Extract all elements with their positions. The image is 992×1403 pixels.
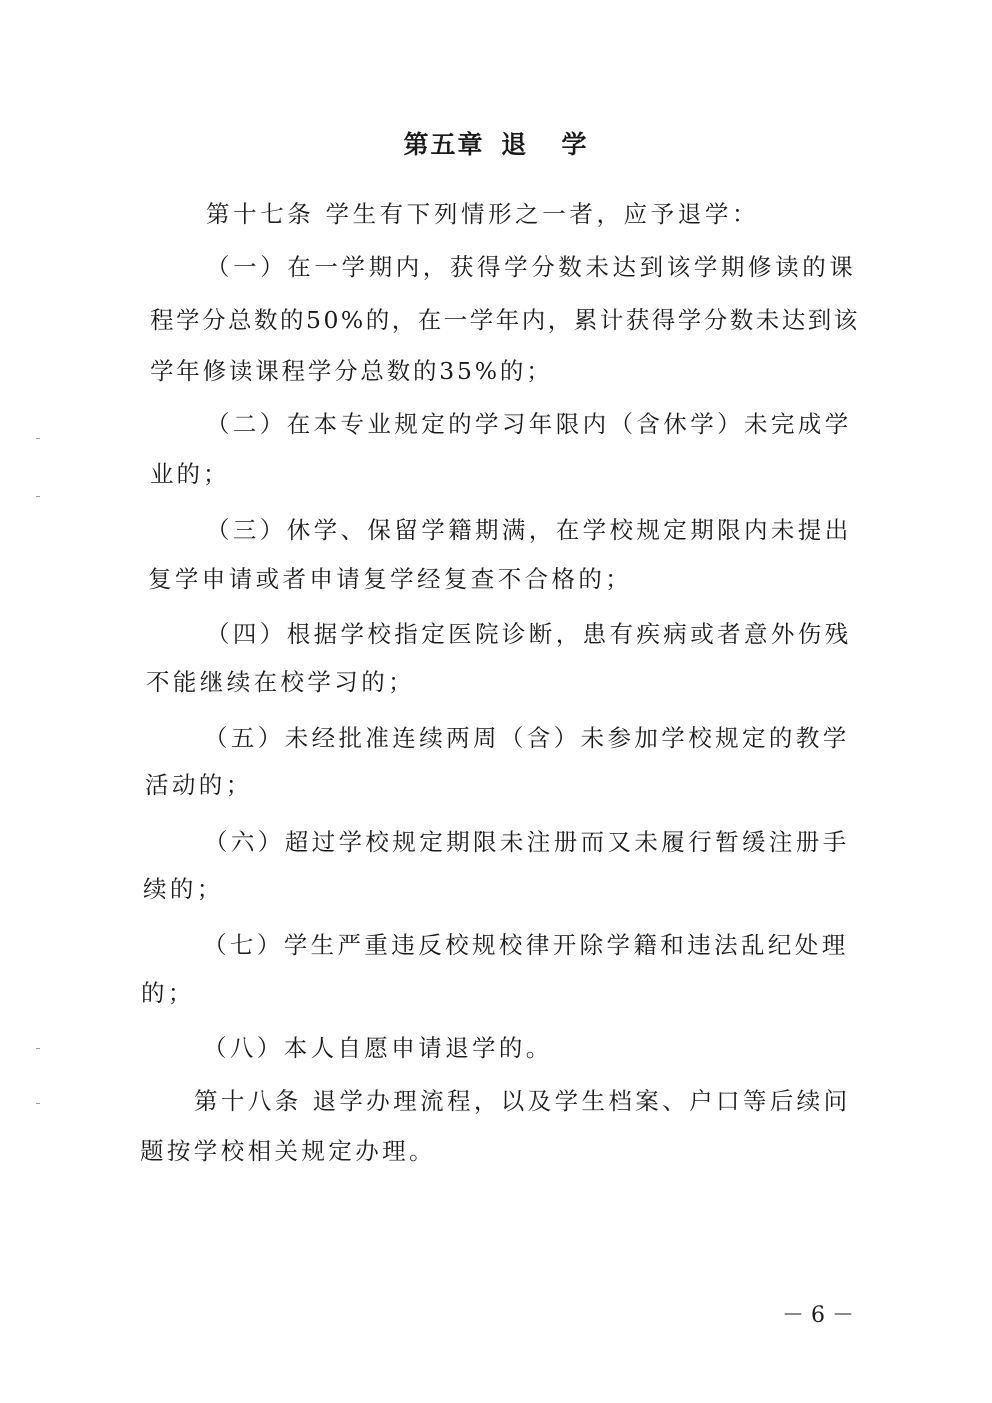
item-4-line-2: 不能继续在校学习的； — [146, 668, 415, 696]
item-7-line-1: （七）学生严重违反校规校律开除学籍和违法乱纪处理 — [203, 931, 849, 959]
item-8-line-1: （八）本人自愿申请退学的。 — [203, 1034, 553, 1062]
item-7-line-2: 的； — [141, 979, 195, 1007]
scan-mark — [36, 438, 40, 439]
item-3-line-1: （三）休学、保留学籍期满，在学校规定期限内未提出 — [206, 516, 852, 544]
item-1-line-3: 学年修读课程学分总数的35%的； — [150, 357, 553, 385]
item-2-line-2: 业的； — [150, 460, 230, 488]
scan-mark — [36, 1048, 40, 1049]
item-1-line-1: （一）在一学期内，获得学分数未达到该学期修读的课 — [206, 253, 857, 281]
item-1-line-2: 程学分总数的50%的，在一学年内，累计获得学分数未达到该 — [150, 306, 860, 334]
item-4-line-1: （四）根据学校指定医院诊断，患有疾病或者意外伤残 — [206, 620, 852, 648]
scan-mark — [36, 496, 40, 497]
item-3-line-2: 复学申请或者申请复学经复查不合格的； — [148, 565, 633, 593]
item-6-line-2: 续的； — [143, 875, 224, 903]
item-2-line-1: （二）在本专业规定的学习年限内（含休学）未完成学 — [206, 410, 852, 438]
chapter-title: 第五章 退 学 — [403, 130, 589, 159]
article-17-line-1: 第十七条 学生有下列情形之一者，应予退学： — [206, 200, 760, 228]
item-6-line-1: （六）超过学校规定期限未注册而又未履行暂缓注册手 — [204, 828, 850, 856]
scan-mark — [36, 1103, 40, 1104]
item-5-line-1: （五）未经批准连续两周（含）未参加学校规定的教学 — [204, 724, 850, 752]
page-number: － 6 － — [782, 1303, 854, 1328]
article-18-line-1: 第十八条 退学办理流程，以及学生档案、户口等后续问 — [194, 1087, 851, 1115]
article-18-line-2: 题按学校相关规定办理。 — [140, 1137, 436, 1165]
item-5-line-2: 活动的； — [145, 771, 253, 799]
